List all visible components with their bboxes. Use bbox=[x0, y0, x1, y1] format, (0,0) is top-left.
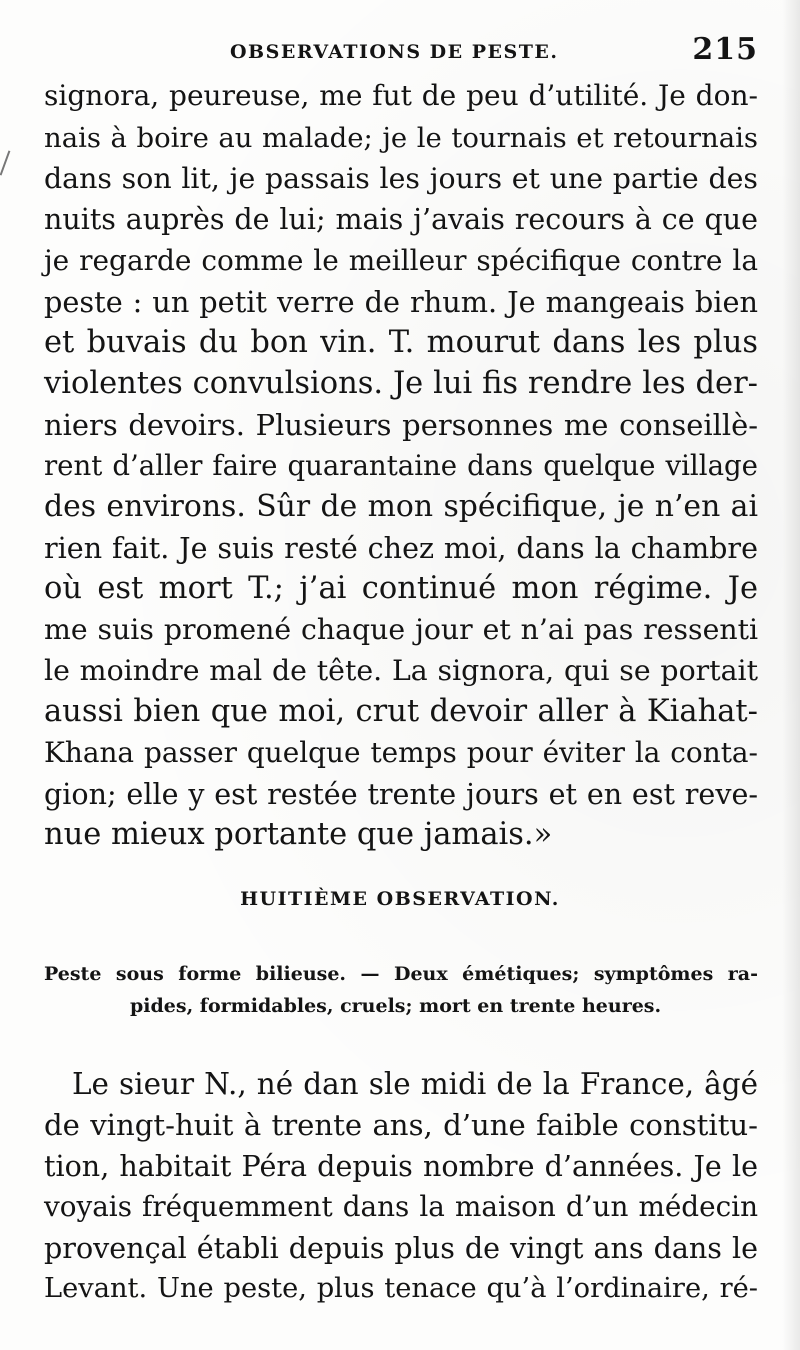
text-line: tion, habitait Péra depuis nombre d’années. Je le bbox=[44, 1149, 758, 1183]
text-line: me suis promené chaque jour et n’ai pas ressenti bbox=[44, 613, 758, 646]
text-line: rien fait. Je suis resté chez moi, dans la chambre bbox=[44, 531, 758, 565]
text-line: dans son lit, je passais les jours et une partie des bbox=[44, 162, 758, 195]
text-line: Levant. Une peste, plus tenace qu’à l’ordinaire, ré- bbox=[44, 1273, 758, 1304]
text-line: où est mort T.; j’ai continué mon régime. Je bbox=[44, 571, 758, 606]
text-line: peste : un petit verre de rhum. Je mangeais bien bbox=[44, 285, 758, 319]
text-line: et buvais du bon vin. T. mourut dans les plus bbox=[44, 325, 758, 360]
text-line: nuits auprès de lui; mais j’avais recours à ce que bbox=[44, 203, 758, 236]
text-line: rent d’aller faire quarantaine dans quelque village bbox=[44, 449, 758, 482]
page-number: 215 bbox=[692, 32, 758, 67]
text-line: voyais fréquemment dans la maison d’un médecin bbox=[44, 1190, 758, 1223]
running-head bbox=[40, 32, 760, 72]
section-summary-line: pides, formidables, cruels; mort en trente heures. bbox=[130, 995, 662, 1017]
text-line: Le sieur N., né dan sle midi de la France, âgé bbox=[72, 1067, 758, 1101]
text-line: violentes convulsions. Je lui fis rendre les der- bbox=[44, 366, 758, 401]
text-line: le moindre mal de tête. La signora, qui se portait bbox=[44, 654, 758, 687]
text-line: provençal établi depuis plus de vingt ans dans le bbox=[44, 1231, 758, 1265]
margin-pencil-mark bbox=[0, 150, 10, 175]
text-line: Khana passer quelque temps pour éviter la conta- bbox=[44, 736, 758, 769]
text-line: de vingt-huit à trente ans, d’une faible constitu- bbox=[44, 1108, 758, 1142]
text-line: gion; elle y est restée trente jours et en est reve- bbox=[44, 777, 758, 811]
text-line: nais à boire au malade; je le tournais et retournais bbox=[44, 122, 758, 154]
page-gutter-shadow bbox=[782, 0, 800, 1350]
text-line: des environs. Sûr de mon spécifique, je n’en ai bbox=[44, 489, 758, 524]
section-summary-line: Peste sous forme bilieuse. — Deux émétiques; symptômes ra- bbox=[44, 963, 758, 985]
running-title: OBSERVATIONS DE PESTE. bbox=[230, 41, 559, 63]
text-line: nue mieux portante que jamais.» bbox=[44, 817, 553, 852]
text-line: signora, peureuse, me fut de peu d’utilité. Je don- bbox=[44, 79, 758, 112]
text-line: niers devoirs. Plusieurs personnes me conseillè- bbox=[44, 408, 758, 442]
text-line: aussi bien que moi, crut devoir aller à Kiahat- bbox=[44, 694, 758, 729]
text-line: je regarde comme le meilleur spécifique contre la bbox=[44, 244, 758, 277]
section-heading: HUITIÈME OBSERVATION. bbox=[240, 888, 560, 910]
